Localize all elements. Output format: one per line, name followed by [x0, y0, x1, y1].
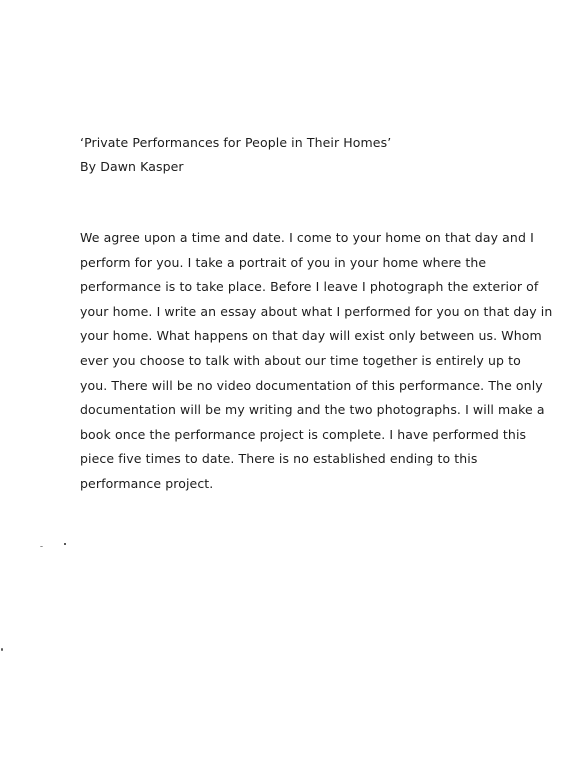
- body-line: book once the performance project is complete. I have performed this: [80, 426, 527, 442]
- scan-speck: [40, 546, 43, 547]
- body-line: performance is to take place. Before I leave I photograph the exterior of: [80, 279, 539, 295]
- scan-speck: [64, 543, 66, 545]
- body-line: you. There will be no video documentation of this performance. The only: [80, 377, 543, 393]
- body-line: your home. I write an essay about what I performed for you on that day in: [80, 303, 553, 319]
- body-line: performance project.: [80, 475, 214, 491]
- body-line: ever you choose to talk with about our time together is entirely up to: [80, 352, 521, 368]
- document-title: ‘Private Performances for People in Their Homes’: [80, 135, 392, 150]
- scan-speck: [1, 648, 3, 651]
- document-body: [80, 226, 553, 497]
- body-line: your home. What happens on that day will exist only between us. Whom: [80, 328, 542, 344]
- body-line: We agree upon a time and date. I come to your home on that day and I: [80, 230, 534, 245]
- document-header: [80, 131, 391, 179]
- body-line: piece five times to date. There is no established ending to this: [80, 451, 478, 467]
- document-byline: By Dawn Kasper: [80, 159, 184, 174]
- body-line: perform for you. I take a portrait of you in your home where the: [80, 254, 487, 270]
- body-line: documentation will be my writing and the two photographs. I will make a: [80, 402, 545, 418]
